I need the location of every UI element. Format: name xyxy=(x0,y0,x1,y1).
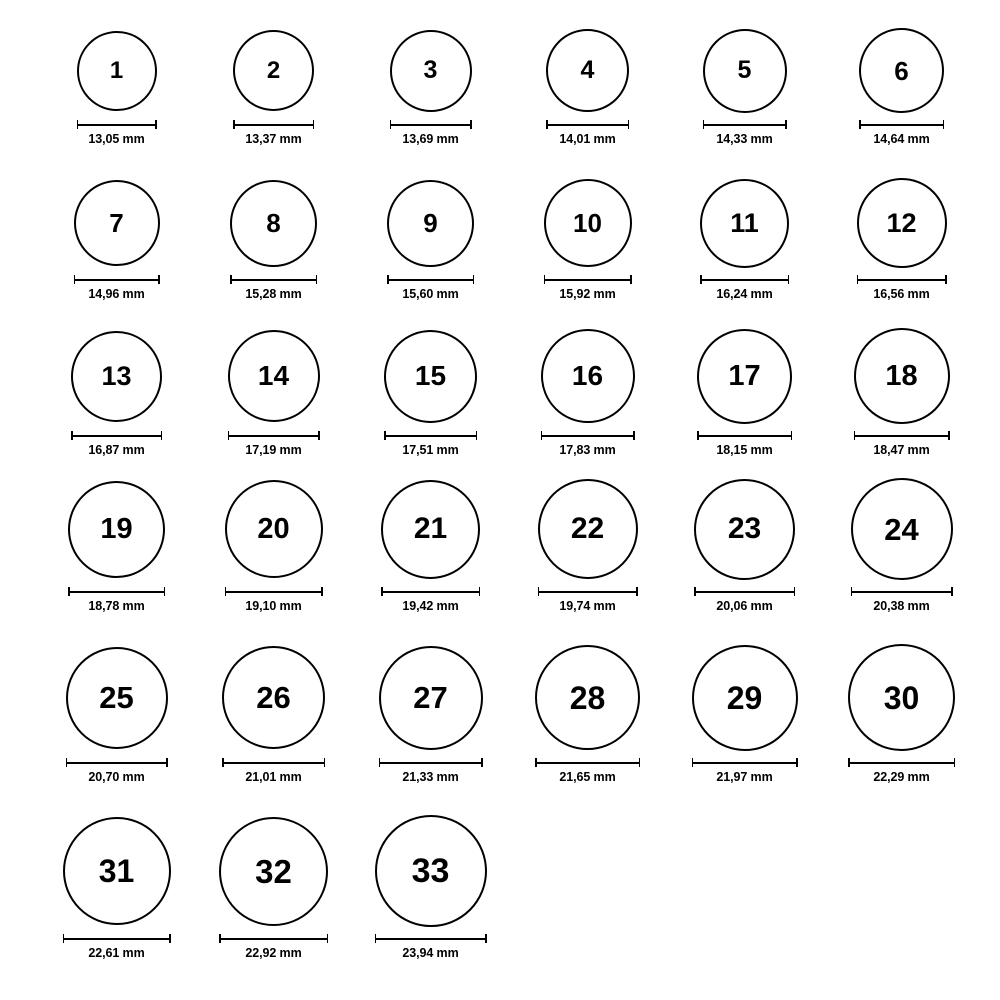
ring-size-number: 4 xyxy=(580,56,595,84)
measure-bar-icon xyxy=(384,431,477,440)
ring-circle xyxy=(375,815,487,927)
ring-circle xyxy=(854,328,950,424)
diameter-label: 14,01 mm xyxy=(559,132,616,146)
diameter-label: 13,69 mm xyxy=(402,132,459,146)
measure-bar-icon xyxy=(700,275,789,284)
ring-size-number: 29 xyxy=(726,679,763,716)
diameter-label: 21,65 mm xyxy=(559,770,616,784)
ring-size-number: 25 xyxy=(99,680,134,715)
ring-circle xyxy=(848,644,955,751)
ring-size-cell[interactable] xyxy=(38,644,195,784)
ring-size-cell[interactable] xyxy=(38,28,195,146)
diameter-measure xyxy=(63,934,171,960)
ring-size-cell[interactable] xyxy=(509,178,666,301)
measure-bar-icon xyxy=(854,431,950,440)
ring-size-cell[interactable] xyxy=(666,644,823,784)
diameter-label: 14,33 mm xyxy=(716,132,773,146)
measure-bar-icon xyxy=(538,587,638,596)
ring-circle-wrap xyxy=(854,328,950,424)
ring-size-cell[interactable] xyxy=(38,178,195,301)
diameter-measure xyxy=(225,587,323,613)
measure-bar-icon xyxy=(379,758,483,767)
diameter-label: 17,83 mm xyxy=(559,443,616,457)
ring-circle-wrap xyxy=(222,644,325,751)
diameter-measure xyxy=(859,120,944,146)
ring-circle xyxy=(859,28,944,113)
diameter-measure xyxy=(851,587,953,613)
ring-size-number: 14 xyxy=(257,360,290,391)
ring-circle xyxy=(538,479,638,579)
ring-size-number: 31 xyxy=(98,853,135,889)
diameter-measure xyxy=(700,275,789,301)
measure-bar-icon xyxy=(66,758,168,767)
measure-bar-icon xyxy=(228,431,320,440)
ring-size-cell[interactable] xyxy=(38,328,195,457)
diameter-measure xyxy=(387,275,474,301)
ring-circle-wrap xyxy=(692,644,798,751)
ring-size-cell[interactable] xyxy=(195,178,352,301)
ring-size-number: 22 xyxy=(570,512,605,545)
measure-bar-icon xyxy=(859,120,944,129)
ring-size-cell[interactable] xyxy=(823,328,980,457)
diameter-measure xyxy=(384,431,477,457)
ring-circle xyxy=(233,30,314,111)
measure-bar-icon xyxy=(535,758,640,767)
measure-bar-icon xyxy=(77,120,157,129)
diameter-label: 21,33 mm xyxy=(402,770,459,784)
ring-circle-wrap xyxy=(541,328,635,424)
ring-circle xyxy=(697,329,792,424)
ring-size-cell[interactable] xyxy=(352,815,509,960)
diameter-measure xyxy=(546,120,629,146)
ring-size-cell[interactable] xyxy=(823,178,980,301)
ring-size-cell[interactable] xyxy=(195,328,352,457)
ring-circle-wrap xyxy=(859,28,944,113)
diameter-label: 16,87 mm xyxy=(88,443,145,457)
measure-bar-icon xyxy=(375,934,487,943)
ring-circle xyxy=(71,331,162,422)
ring-circle-wrap xyxy=(851,478,953,580)
diameter-measure xyxy=(219,934,328,960)
ring-size-number: 17 xyxy=(728,359,761,392)
diameter-measure xyxy=(692,758,798,784)
diameter-label: 19,42 mm xyxy=(402,599,459,613)
ring-size-cell[interactable] xyxy=(38,478,195,613)
ring-size-cell[interactable] xyxy=(195,478,352,613)
ring-size-number: 1 xyxy=(109,56,124,84)
diameter-label: 14,96 mm xyxy=(88,287,145,301)
measure-bar-icon xyxy=(225,587,323,596)
ring-circle xyxy=(541,329,635,423)
ring-circle xyxy=(546,29,629,112)
ring-size-cell[interactable] xyxy=(823,644,980,784)
ring-size-cell[interactable] xyxy=(666,28,823,146)
ring-size-cell[interactable] xyxy=(666,178,823,301)
ring-size-number: 7 xyxy=(109,208,124,238)
ring-circle xyxy=(390,30,472,112)
diameter-measure xyxy=(694,587,795,613)
ring-circle-wrap xyxy=(230,178,317,268)
ring-circle-wrap xyxy=(219,815,328,927)
measure-bar-icon xyxy=(546,120,629,129)
ring-size-number: 3 xyxy=(423,56,438,84)
ring-circle xyxy=(63,817,171,925)
diameter-measure xyxy=(848,758,955,784)
ring-size-row xyxy=(0,178,1000,301)
diameter-label: 18,78 mm xyxy=(88,599,145,613)
diameter-measure xyxy=(390,120,472,146)
diameter-measure xyxy=(375,934,487,960)
measure-bar-icon xyxy=(692,758,798,767)
ring-size-cell[interactable] xyxy=(38,815,195,960)
ring-size-cell[interactable] xyxy=(352,28,509,146)
ring-circle-wrap xyxy=(71,328,162,424)
diameter-measure xyxy=(381,587,480,613)
ring-size-number: 19 xyxy=(100,512,133,545)
ring-circle xyxy=(381,480,480,579)
ring-circle-wrap xyxy=(68,478,165,580)
ring-size-cell[interactable] xyxy=(666,328,823,457)
ring-size-cell[interactable] xyxy=(509,644,666,784)
measure-bar-icon xyxy=(381,587,480,596)
measure-bar-icon xyxy=(222,758,325,767)
ring-size-cell[interactable] xyxy=(195,815,352,960)
ring-circle xyxy=(535,645,640,750)
ring-size-number: 18 xyxy=(885,359,918,392)
ring-size-number: 33 xyxy=(411,852,450,890)
ring-size-number: 10 xyxy=(573,208,602,238)
diameter-measure xyxy=(703,120,787,146)
measure-bar-icon xyxy=(390,120,472,129)
ring-circle xyxy=(219,817,328,926)
ring-circle xyxy=(222,646,325,749)
diameter-measure xyxy=(857,275,947,301)
diameter-measure xyxy=(66,758,168,784)
ring-circle-wrap xyxy=(228,328,320,424)
ring-circle xyxy=(387,180,474,267)
ring-circle xyxy=(77,31,157,111)
measure-bar-icon xyxy=(68,587,165,596)
diameter-label: 18,15 mm xyxy=(716,443,773,457)
ring-circle-wrap xyxy=(375,815,487,927)
ring-circle xyxy=(68,481,165,578)
ring-circle xyxy=(851,478,953,580)
diameter-label: 14,64 mm xyxy=(873,132,930,146)
ring-circle xyxy=(700,179,789,268)
ring-circle-wrap xyxy=(703,28,787,113)
measure-bar-icon xyxy=(544,275,632,284)
ring-size-cell[interactable] xyxy=(352,478,509,613)
measure-bar-icon xyxy=(63,934,171,943)
ring-circle-wrap xyxy=(387,178,474,268)
ring-circle xyxy=(74,180,160,266)
diameter-label: 13,37 mm xyxy=(245,132,302,146)
ring-circle xyxy=(228,330,320,422)
ring-size-row xyxy=(0,644,1000,784)
diameter-label: 19,74 mm xyxy=(559,599,616,613)
diameter-label: 15,92 mm xyxy=(559,287,616,301)
ring-circle xyxy=(544,179,632,267)
measure-bar-icon xyxy=(694,587,795,596)
ring-size-number: 8 xyxy=(266,208,281,238)
ring-circle-wrap xyxy=(233,28,314,113)
ring-size-number: 9 xyxy=(423,208,438,238)
diameter-label: 18,47 mm xyxy=(873,443,930,457)
diameter-label: 17,51 mm xyxy=(402,443,459,457)
ring-size-cell[interactable] xyxy=(352,178,509,301)
diameter-measure xyxy=(233,120,314,146)
measure-bar-icon xyxy=(857,275,947,284)
ring-circle xyxy=(225,480,323,578)
diameter-measure xyxy=(74,275,160,301)
ring-size-number: 24 xyxy=(884,511,919,547)
diameter-measure xyxy=(379,758,483,784)
ring-circle-wrap xyxy=(384,328,477,424)
ring-size-number: 27 xyxy=(413,680,448,715)
measure-bar-icon xyxy=(71,431,162,440)
ring-size-number: 28 xyxy=(569,679,606,716)
diameter-label: 22,29 mm xyxy=(873,770,930,784)
diameter-label: 19,10 mm xyxy=(245,599,302,613)
measure-bar-icon xyxy=(230,275,317,284)
ring-circle xyxy=(692,645,798,751)
ring-circle-wrap xyxy=(694,478,795,580)
ring-size-cell[interactable] xyxy=(666,478,823,613)
ring-size-cell[interactable] xyxy=(352,328,509,457)
ring-circle xyxy=(384,330,477,423)
ring-size-row xyxy=(0,815,1000,960)
ring-circle-wrap xyxy=(66,644,168,751)
measure-bar-icon xyxy=(387,275,474,284)
ring-size-number: 6 xyxy=(894,55,909,86)
ring-size-cell[interactable] xyxy=(823,478,980,613)
diameter-label: 20,06 mm xyxy=(716,599,773,613)
diameter-label: 23,94 mm xyxy=(402,946,459,960)
measure-bar-icon xyxy=(233,120,314,129)
ring-circle xyxy=(66,647,168,749)
ring-circle-wrap xyxy=(225,478,323,580)
diameter-label: 22,61 mm xyxy=(88,946,145,960)
ring-size-row xyxy=(0,478,1000,613)
ring-size-number: 13 xyxy=(101,360,132,391)
measure-bar-icon xyxy=(851,587,953,596)
measure-bar-icon xyxy=(74,275,160,284)
ring-size-cell[interactable] xyxy=(195,644,352,784)
ring-circle-wrap xyxy=(848,644,955,751)
ring-circle xyxy=(230,180,317,267)
measure-bar-icon xyxy=(697,431,792,440)
ring-size-number: 20 xyxy=(257,512,290,545)
diameter-label: 20,38 mm xyxy=(873,599,930,613)
diameter-measure xyxy=(230,275,317,301)
diameter-measure xyxy=(71,431,162,457)
diameter-label: 16,24 mm xyxy=(716,287,773,301)
ring-circle-wrap xyxy=(74,178,160,268)
measure-bar-icon xyxy=(848,758,955,767)
ring-circle-wrap xyxy=(390,28,472,113)
ring-circle-wrap xyxy=(697,328,792,424)
ring-size-number: 32 xyxy=(255,852,292,890)
ring-circle-wrap xyxy=(538,478,638,580)
diameter-measure xyxy=(544,275,632,301)
diameter-measure xyxy=(541,431,635,457)
diameter-label: 22,92 mm xyxy=(245,946,302,960)
diameter-label: 13,05 mm xyxy=(88,132,145,146)
diameter-measure xyxy=(535,758,640,784)
ring-circle-wrap xyxy=(381,478,480,580)
ring-size-number: 21 xyxy=(413,512,448,545)
ring-size-number: 30 xyxy=(883,679,920,716)
ring-circle xyxy=(379,646,483,750)
ring-size-cell[interactable] xyxy=(509,28,666,146)
ring-circle-wrap xyxy=(77,28,157,113)
measure-bar-icon xyxy=(703,120,787,129)
ring-circle-wrap xyxy=(544,178,632,268)
ring-size-row xyxy=(0,328,1000,457)
ring-size-row xyxy=(0,28,1000,146)
diameter-measure xyxy=(538,587,638,613)
diameter-label: 21,97 mm xyxy=(716,770,773,784)
ring-size-cell[interactable] xyxy=(352,644,509,784)
diameter-label: 15,28 mm xyxy=(245,287,302,301)
diameter-label: 17,19 mm xyxy=(245,443,302,457)
ring-size-number: 12 xyxy=(886,207,917,238)
ring-size-cell[interactable] xyxy=(823,28,980,146)
ring-size-number: 11 xyxy=(730,207,759,238)
ring-circle xyxy=(703,29,787,113)
ring-size-number: 2 xyxy=(266,56,281,84)
ring-size-number: 15 xyxy=(414,360,447,391)
diameter-measure xyxy=(854,431,950,457)
diameter-measure xyxy=(222,758,325,784)
diameter-measure xyxy=(77,120,157,146)
diameter-measure xyxy=(228,431,320,457)
ring-circle-wrap xyxy=(700,178,789,268)
ring-size-number: 5 xyxy=(737,56,752,84)
diameter-label: 21,01 mm xyxy=(245,770,302,784)
diameter-label: 16,56 mm xyxy=(873,287,930,301)
diameter-label: 15,60 mm xyxy=(402,287,459,301)
ring-circle-wrap xyxy=(535,644,640,751)
ring-size-cell[interactable] xyxy=(195,28,352,146)
ring-size-cell[interactable] xyxy=(509,328,666,457)
ring-circle-wrap xyxy=(379,644,483,751)
ring-circle xyxy=(694,479,795,580)
ring-circle xyxy=(857,178,947,268)
ring-size-number: 16 xyxy=(571,360,604,391)
ring-circle-wrap xyxy=(63,815,171,927)
ring-circle-wrap xyxy=(546,28,629,113)
measure-bar-icon xyxy=(541,431,635,440)
ring-size-number: 23 xyxy=(727,512,762,545)
diameter-measure xyxy=(697,431,792,457)
diameter-measure xyxy=(68,587,165,613)
ring-size-number: 26 xyxy=(256,680,291,715)
measure-bar-icon xyxy=(219,934,328,943)
ring-circle-wrap xyxy=(857,178,947,268)
diameter-label: 20,70 mm xyxy=(88,770,145,784)
ring-size-cell[interactable] xyxy=(509,478,666,613)
